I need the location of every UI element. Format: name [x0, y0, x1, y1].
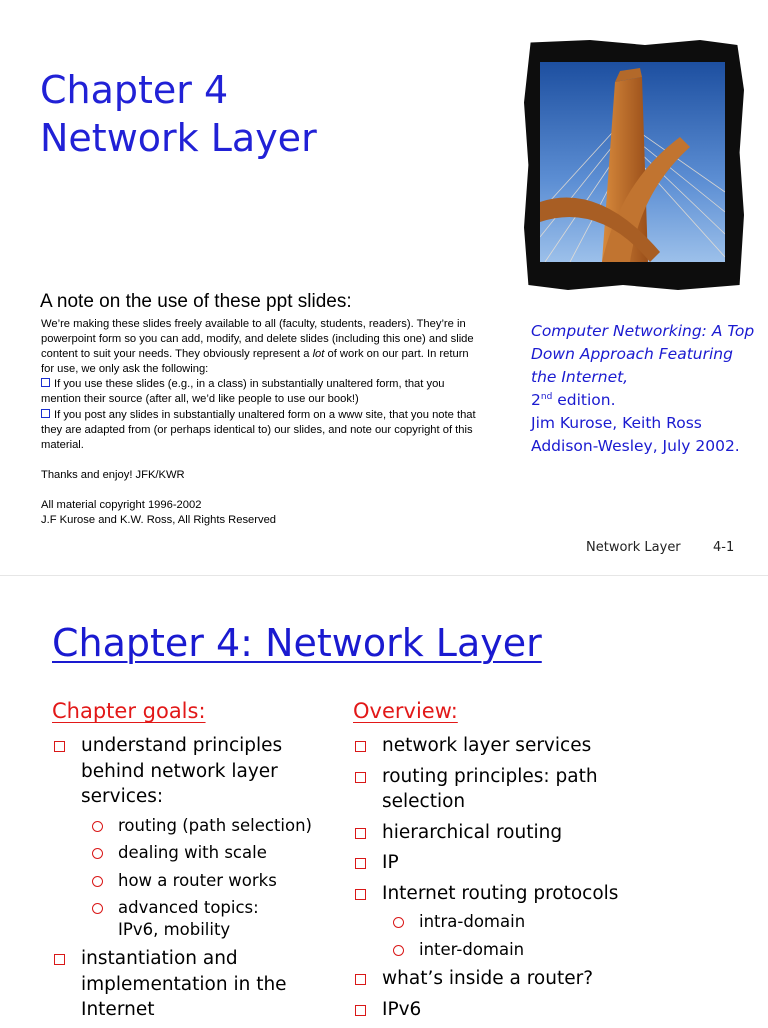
list-item: intra-domain [386, 911, 683, 933]
circle-bullet-icon [92, 876, 103, 887]
book-info [531, 320, 761, 458]
list-item: hierarchical routing [353, 820, 683, 846]
goals-list [52, 733, 342, 1028]
slide-number: 4-1 [713, 540, 735, 555]
overview-list [353, 733, 683, 1027]
list-item: instantiation and implementation in the Internet [52, 946, 311, 1023]
square-bullet-icon [54, 741, 65, 752]
list-item: IP [353, 850, 683, 876]
book-title: Computer Networking: A Top Down Approach Featuring the Internet, [531, 322, 755, 386]
list-item: routing (path selection) [85, 815, 342, 837]
list-item: what’s inside a router? [353, 966, 683, 992]
slide-title [40, 66, 317, 162]
goals-heading: Chapter goals: [52, 699, 206, 723]
usage-note [41, 317, 481, 528]
circle-bullet-icon [393, 945, 404, 956]
note-heading: A note on the use of these ppt slides: [40, 291, 352, 312]
note-intro-text: We’re making these slides freely available to all (faculty, students, readers). They’re in powerpoint form so you can add, modify, and delete slides (including this one) and slide content to suit your needs. They obviously represent a [41, 318, 474, 361]
circle-bullet-icon [92, 821, 103, 832]
square-bullet-icon [355, 1005, 366, 1016]
overview-heading: Overview: [353, 699, 458, 723]
square-bullet-icon [355, 828, 366, 839]
copyright-line-2: J.F Kurose and K.W. Ross, All Rights Reserved [41, 514, 277, 527]
list-item: understand principles behind network layer services: [52, 733, 342, 810]
slide-2-title: Chapter 4: Network Layer [52, 621, 542, 665]
copyright-line-1: All material copyright 1996-2002 [41, 498, 202, 511]
edition: 2nd edition. [531, 391, 616, 409]
note-intro-text-2: of work on our part. In return for use, we only ask the following: [41, 348, 469, 376]
title-line-1: Chapter 4 [40, 68, 229, 112]
square-bullet-icon [355, 772, 366, 783]
note-bullet-2: If you post any slides in substantially unaltered form on a www site, that you note that they are adapted from (or perhaps identical to) our slides, and note our copyright of this material. [41, 408, 476, 451]
note-emphasis: lot [312, 348, 325, 361]
list-item: how a router works [85, 870, 342, 892]
circle-bullet-icon [92, 848, 103, 859]
list-item: Internet routing protocols [353, 881, 683, 907]
circle-bullet-icon [393, 917, 404, 928]
square-bullet-icon [54, 954, 65, 965]
square-bullet-icon [355, 741, 366, 752]
square-bullet-icon [355, 974, 366, 985]
note-bullet-1: If you use these slides (e.g., in a class) in substantially unaltered form, that you mention their source (after all, we’d like people to use our book!) [41, 378, 445, 406]
list-item: inter-domain [386, 939, 683, 961]
list-item: IPv6 [353, 997, 683, 1023]
thanks-line: Thanks and enjoy! JFK/KWR [41, 468, 185, 481]
bridge-tower-photo [540, 62, 725, 262]
list-item: routing principles: path selection [353, 764, 622, 815]
publisher: Addison-Wesley, July 2002. [531, 437, 740, 455]
square-bullet-icon [41, 378, 50, 387]
title-line-2: Network Layer [40, 116, 317, 160]
footer-title: Network Layer [586, 540, 681, 555]
list-item: dealing with scale [85, 842, 342, 864]
authors: Jim Kurose, Keith Ross [531, 414, 702, 432]
list-item: advanced topics: IPv6, mobility [85, 897, 296, 940]
square-bullet-icon [355, 858, 366, 869]
square-bullet-icon [355, 889, 366, 900]
list-item: network layer services [353, 733, 683, 759]
circle-bullet-icon [92, 903, 103, 914]
note-intro [41, 317, 481, 377]
square-bullet-icon [41, 409, 50, 418]
